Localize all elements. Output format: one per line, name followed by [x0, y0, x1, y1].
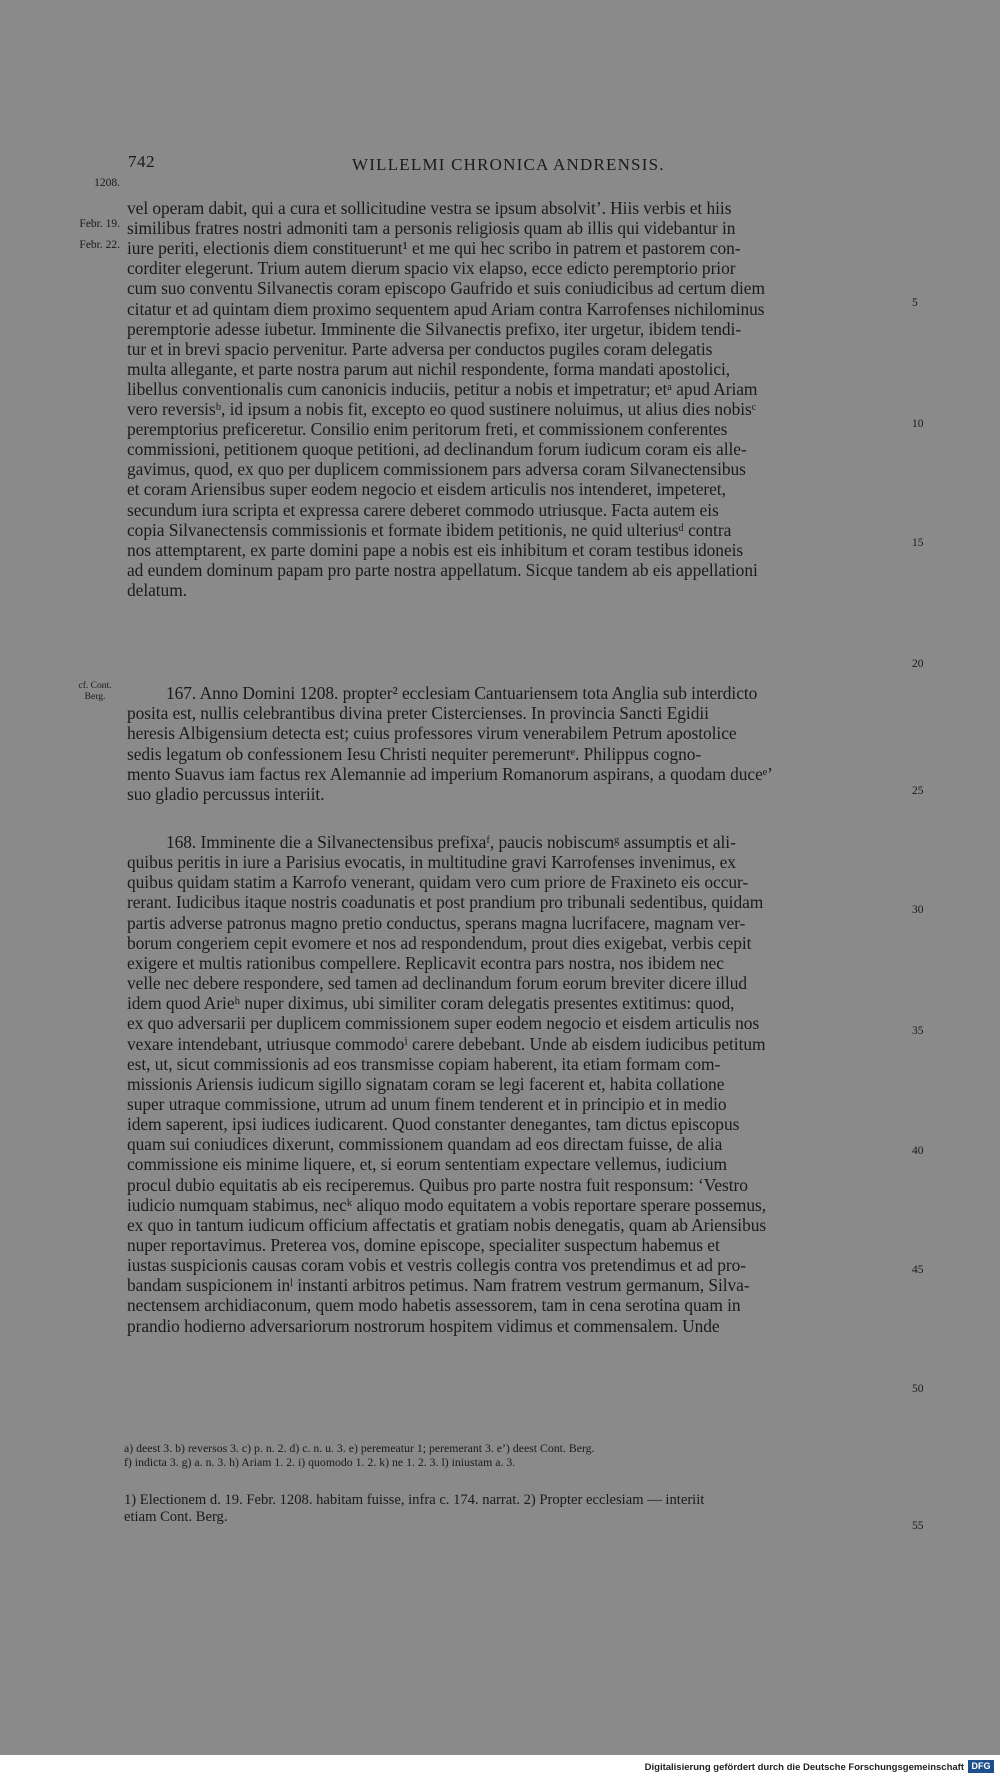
- text-line: heresis Albigensium detecta est; cuius professores virum venerabilem Petrum apostolice: [127, 723, 737, 744]
- text-line: delatum.: [127, 579, 187, 600]
- text-line: borum congeriem cepit evomere et nos ad respondendum, prout dies exigebat, verbis cepit: [127, 932, 752, 953]
- line-number: 15: [912, 537, 924, 549]
- line-number: 35: [912, 1025, 924, 1037]
- text-line: multa allegante, et parte nostra parum aut nichil respondente, forma mandati apostolici,: [127, 358, 731, 379]
- text-line: quibus peritis in iure a Parisius evocatis, in multitudine gravi Karrofenses invenimus, ex: [127, 852, 736, 873]
- margin-ref-cont: cf. Cont.: [78, 681, 112, 691]
- dfg-logo: DFG: [968, 1760, 994, 1773]
- text-line: rerant. Iudicibus itaque nostris coadunatis et post prandium pro tribunali sedentibus, quidam: [127, 892, 764, 913]
- text-line: nuper reportavimus. Preterea vos, domine episcope, specialiter suspectum habemus et: [127, 1235, 720, 1255]
- line-number: 50: [912, 1383, 924, 1395]
- editorial-notes: [124, 1492, 704, 1526]
- text-line: exigere et multis rationibus compellere. Replicavit econtra pars nostra, nos ibidem nec: [127, 952, 724, 973]
- text-line: copia Silvanectensis commissionis et formate ibidem petitionis, ne quid ulteriusᵈ contra: [127, 519, 732, 540]
- text-line: peremptorie adesse iubetur. Imminente die Silvanectis prefixo, iter urgetur, ibidem tendi-: [127, 318, 742, 339]
- note-line: 1) Electionem d. 19. Febr. 1208. habitam fuisse, infra c. 174. narrat. 2) Propter ecclesiam — interiit: [124, 1492, 705, 1508]
- note-line: etiam Cont. Berg.: [124, 1509, 228, 1525]
- text-line: posita est, nullis celebrantibus divina preter Cistercienses. In provincia Sancti Egidii: [127, 703, 709, 724]
- text-line: et coram Ariensibus super eodem negocio et eisdem articulis nos intenderet, impeteret,: [127, 479, 726, 500]
- text-line: 167. Anno Domini 1208. propter² ecclesiam Cantuariensem tota Anglia sub interdicto: [166, 683, 758, 703]
- text-line: idem quod Arieʰ nuper diximus, ubi similiter coram delegatis presentes extitimus: quod,: [127, 993, 735, 1014]
- text-line: procul dubio equitatis ab eis reciperemus. Quibus pro parte nostra fuit responsum: ‘Vestro: [127, 1174, 748, 1195]
- text-line: cum suo conventu Silvanectis coram episcopo Gaufrido et suis coniudicibus ad certum diem: [127, 278, 765, 299]
- text-line: citatur et ad quintam diem proximo sequentem apud Ariam contra Karrofenses nichilominus: [127, 298, 765, 319]
- text-line: bandam suspicionem inˡ instanti arbitros petimus. Nam fratrem vestrum germanum, Silva-: [127, 1275, 750, 1296]
- text-line: corditer elegerunt. Trium autem dierum spacio vix elapso, ecce edicto peremptorio prior: [127, 258, 736, 279]
- margin-date-febr-22: Febr. 22.: [79, 239, 120, 251]
- text-line: prandio hodierno adversariorum nostrorum hospitem vidimus et commensalem. Unde: [127, 1315, 720, 1336]
- text-line: gavimus, quod, ex quo per duplicem commissionem pars adversa coram Silvanectensibus: [127, 459, 746, 480]
- text-line: libellus conventionalis cum canonicis induciis, petitur a nobis et impetratur; etᵃ apud Ariam: [127, 378, 758, 399]
- apparatus-line: a) deest 3. b) reversos 3. c) p. n. 2. d) c. n. u. 3. e) peremeatur 1; peremerant 3. e’) deest Cont. Berg.: [124, 1441, 595, 1455]
- line-number: 10: [912, 418, 924, 430]
- text-line: ex quo adversarii per duplicem commissionem super eodem negocio et eisdem articulis nos: [127, 1013, 760, 1034]
- text-line: partis adverse patronus magno pretio conductus, sperans magna lucrifacere, magnam ver-: [127, 912, 746, 933]
- text-line: 168. Imminente die a Silvanectensibus prefixaᶠ, paucis nobiscumᵍ assumptis et ali-: [166, 832, 736, 852]
- text-line: peremptorius preficeretur. Consilio enim peritorum freti, et commissionem conferentes: [127, 419, 728, 440]
- text-line: velle nec debere respondere, sed tamen ad declinandum forum eorum breviter dicere illud: [127, 973, 747, 994]
- text-line: missionis Ariensis iudicum sigillo signatam coram se legi facerent et, habita collatione: [127, 1073, 725, 1094]
- line-number: 30: [912, 904, 924, 916]
- text-line: iustas suspicionis causas coram vobis et vestris collegis contra vos pretendimus et ad pro-: [127, 1255, 746, 1276]
- line-number: 25: [912, 785, 924, 797]
- text-line: vero reversisᵇ, id ipsum a nobis fit, excepto eo quod sustinere noluimus, ut alius dies nobisᶜ: [127, 399, 757, 419]
- text-line: iure periti, electionis diem constituerunt¹ et me qui hec scribo in patrem et pastorem con-: [127, 238, 741, 259]
- line-number: 20: [912, 658, 924, 670]
- line-number: 45: [912, 1264, 924, 1276]
- line-number: 40: [912, 1145, 924, 1157]
- text-line: ex quo in tantum iudicum officium affectatis et gratiam nobis denegatis, quam ab Ariensibus: [127, 1214, 767, 1235]
- text-line: tur et in brevi spacio pervenitur. Parte adversa per conductos pugiles coram delegatis: [127, 338, 713, 359]
- text-line: iudicio numquam stabimus, necᵏ aliquo modo equitatem a vobis reportare sperare possemus,: [127, 1194, 767, 1215]
- text-line: commissioni, petitionem quoque petitioni, ad declinandum forum iudicum coram eis alle-: [127, 439, 747, 460]
- text-line: est, ut, sicut commissionis ad eos transmisse copiam haberent, ita etiam formam com-: [127, 1053, 721, 1074]
- text-line: super utraque commissione, utrum ad unum finem tenderent et in principio et in medio: [127, 1093, 727, 1114]
- text-line: vexare intendebant, utriusque commodoⁱ carere debebant. Unde ab eisdem iudicibus petitum: [127, 1033, 766, 1054]
- margin-year: 1208.: [94, 177, 120, 189]
- line-number: 55: [912, 1520, 924, 1532]
- text-line: nos attemptarent, ex parte domini pape a nobis est eis inhibitum et coram testibus idoneis: [127, 539, 744, 560]
- text-line: ad eundem dominum papam pro parte nostra appellatum. Sicque tandem ab eis appellationi: [127, 559, 758, 580]
- text-line: vel operam dabit, qui a cura et sollicitudine vestra se ipsum absolvit’. Hiis verbis et hiis: [127, 198, 732, 218]
- funding-credit: Digitalisierung gefördert durch die Deutsche Forschungsgemeinschaft: [644, 1762, 964, 1773]
- text-line: mento Suavus iam factus rex Alemannie ad imperium Romanorum aspirans, a quodam duceᵉ’: [127, 763, 773, 784]
- text-line: suo gladio percussus interiit.: [127, 784, 325, 804]
- critical-apparatus: [124, 1441, 595, 1469]
- margin-date-febr-19: Febr. 19.: [79, 218, 120, 230]
- text-line: commissione eis minime liquere, et, si eorum sententiam expectare vellemus, iudicium: [127, 1154, 727, 1175]
- line-number: 5: [912, 297, 918, 309]
- text-line: quam sui coniudices dixerunt, commissionem quandam ad eos directam fuisse, de alia: [127, 1134, 723, 1155]
- page-number: 742: [128, 152, 155, 171]
- running-title: WILLELMI CHRONICA ANDRENSIS.: [352, 155, 665, 174]
- text-line: nectensem archidiaconum, quem modo habetis assessorem, tam in cena serotina quam in: [127, 1295, 741, 1316]
- text-line: secundum iura scripta et expressa carere deberet commodo utriusque. Facta autem eis: [127, 499, 719, 520]
- margin-ref-berg: Berg.: [84, 692, 106, 702]
- text-line: quibus quidam statim a Karrofo venerant, quidam vero cum priore de Fraxineto eis occur-: [127, 872, 749, 893]
- text-line: similibus fratres nostri admoniti tam a personis religiosis quam ab illis qui videbantur in: [127, 218, 736, 239]
- apparatus-line: f) indicta 3. g) a. n. 3. h) Ariam 1. 2. i) quomodo 1. 2. k) ne 1. 2. 3. l) iniustam a. 3.: [124, 1455, 516, 1469]
- text-line: idem saperent, ipsi iudices iudicarent. Quod constanter denegantes, tam dictus episcopus: [127, 1114, 740, 1135]
- text-line: sedis legatum ob confessionem Iesu Christi nequiter peremeruntᵉ. Philippus cogno-: [127, 743, 702, 764]
